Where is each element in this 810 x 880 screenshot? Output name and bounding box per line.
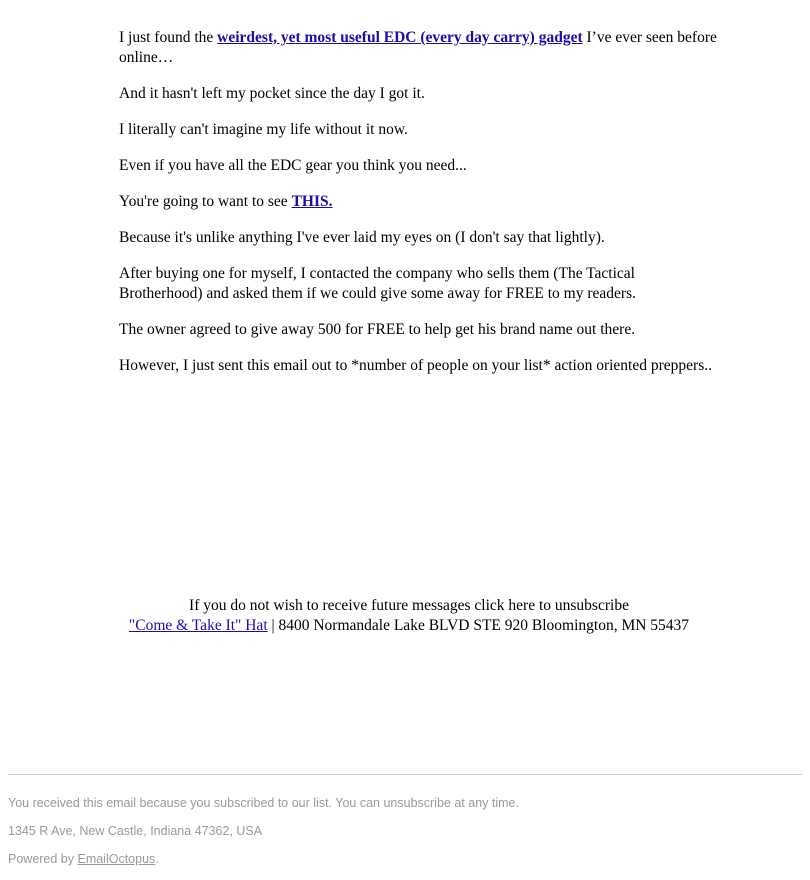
paragraph-company: After buying one for myself, I contacted the company who sells them (The Tactical Brotherhood) and asked them if we could give some away for FREE to my readers. (119, 265, 636, 302)
unsubscribe-text[interactable]: If you do not wish to receive future messages click here to unsubscribe (189, 597, 629, 614)
paragraph-gear: Even if you have all the EDC gear you think you need... (119, 157, 467, 174)
footer (8, 794, 802, 878)
unsubscribe-block (0, 596, 810, 636)
email-body (119, 28, 719, 392)
footer-divider (8, 774, 802, 775)
separator: | (267, 617, 279, 634)
paragraph-see-this: You're going to want to see THIS. (119, 193, 333, 210)
subscription-notice: You received this email because you subscribed to our list. You can unsubscribe at any time. (8, 796, 519, 810)
company-address-line (0, 616, 810, 636)
company-link[interactable]: "Come & Take It" Hat (128, 617, 268, 634)
company-address: 8400 Normandale Lake BLVD STE 920 Bloomington, MN 55437 (278, 617, 690, 634)
paragraph-intro: I just found the weirdest, yet most useful EDC (every day carry) gadget I’ve ever seen before online… (119, 29, 717, 66)
this-link[interactable]: THIS. (291, 193, 333, 210)
paragraph-owner: The owner agreed to give away 500 for FREE to help get his brand name out there. (119, 321, 636, 338)
paragraph-pocket: And it hasn't left my pocket since the day I got it. (119, 85, 425, 102)
footer-address: 1345 R Ave, New Castle, Indiana 47362, USA (8, 824, 263, 838)
powered-by: Powered by EmailOctopus. (8, 852, 159, 866)
paragraph-unlike: Because it's unlike anything I've ever laid my eyes on (I don't say that lightly). (119, 229, 605, 246)
emailoctopus-link[interactable]: EmailOctopus (77, 852, 156, 866)
gadget-link[interactable]: weirdest, yet most useful EDC (every day carry) gadget (217, 29, 583, 46)
paragraph-list: However, I just sent this email out to *number of people on your list* action oriented preppers.. (119, 357, 712, 374)
paragraph-imagine: I literally can't imagine my life without it now. (119, 121, 408, 138)
